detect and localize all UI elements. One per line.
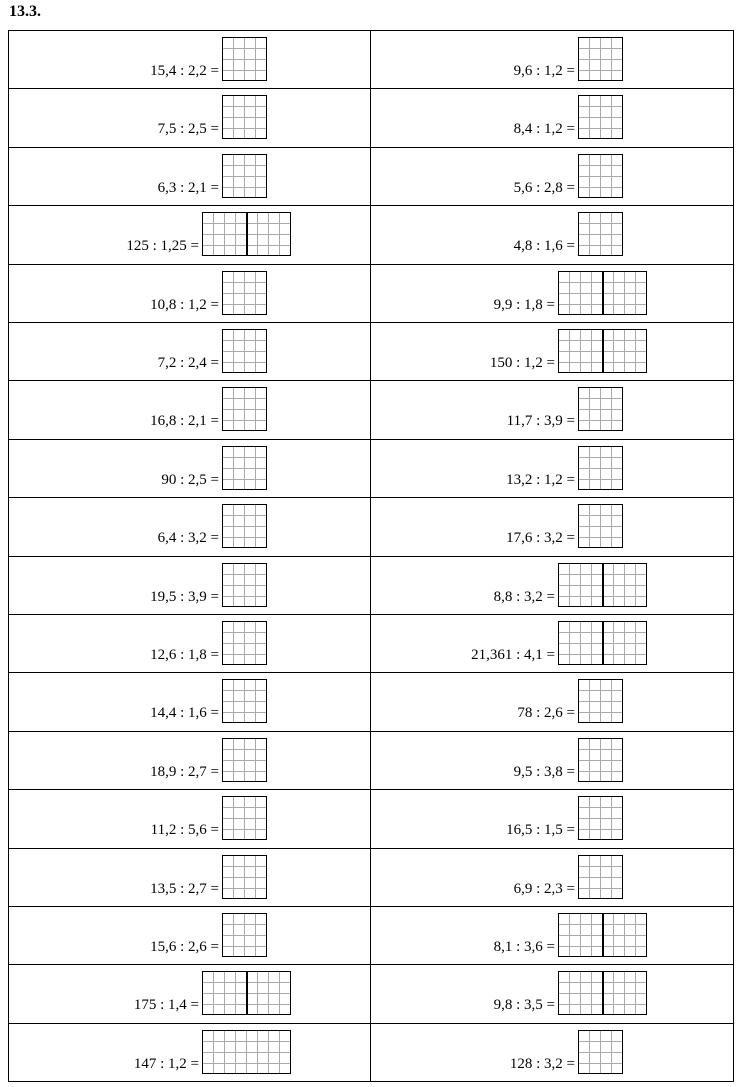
answer-grid[interactable] (222, 913, 267, 957)
equation (514, 855, 623, 899)
exercise-cell-left (9, 148, 371, 205)
equation (506, 446, 623, 490)
equation (151, 796, 267, 840)
division-expression: 11,7 : 3,9 = (506, 413, 575, 430)
answer-grid[interactable] (578, 37, 623, 81)
answer-grid[interactable] (578, 154, 623, 198)
table-row (9, 148, 733, 206)
equation (158, 329, 267, 373)
exercise-cell-right (371, 381, 733, 438)
equation (134, 1030, 291, 1074)
division-expression: 18,9 : 2,7 = (150, 763, 219, 780)
division-expression: 90 : 2,5 = (161, 471, 219, 488)
division-expression: 6,3 : 2,1 = (157, 179, 219, 196)
equation (150, 387, 267, 431)
exercise-cell-left (9, 732, 371, 789)
equation (490, 329, 647, 373)
division-expression: 8,4 : 1,2 = (513, 121, 575, 138)
equation (510, 1030, 623, 1074)
answer-grid[interactable] (558, 563, 647, 607)
answer-grid[interactable] (222, 329, 267, 373)
answer-grid[interactable] (578, 212, 623, 256)
division-expression: 11,2 : 5,6 = (150, 822, 219, 839)
answer-grid[interactable] (222, 796, 267, 840)
table-row (9, 440, 733, 498)
equation (134, 971, 291, 1015)
table-row (9, 907, 733, 965)
answer-grid[interactable] (202, 1030, 291, 1074)
answer-grid[interactable] (578, 446, 623, 490)
answer-grid[interactable] (222, 855, 267, 899)
table-row (9, 849, 733, 907)
exercise-cell-left (9, 381, 371, 438)
exercise-cell-left (9, 557, 371, 614)
exercise-cell-right (371, 440, 733, 497)
table-row (9, 732, 733, 790)
answer-grid[interactable] (222, 563, 267, 607)
table-row (9, 498, 733, 556)
equation (517, 679, 623, 723)
exercise-cell-left (9, 89, 371, 146)
table-row (9, 790, 733, 848)
division-expression: 15,4 : 2,2 = (150, 63, 219, 79)
table-row (9, 206, 733, 264)
equation (150, 37, 267, 81)
equation (158, 95, 267, 139)
exercise-cell-right (371, 323, 733, 380)
exercise-cell-right (371, 615, 733, 672)
equation (150, 563, 267, 607)
answer-grid[interactable] (222, 387, 267, 431)
equation (150, 621, 267, 665)
answer-grid[interactable] (558, 621, 647, 665)
division-expression: 9,8 : 3,5 = (493, 997, 555, 1014)
answer-grid[interactable] (578, 1030, 623, 1074)
exercise-cell-right (371, 148, 733, 205)
exercise-cell-left (9, 849, 371, 906)
answer-grid[interactable] (202, 212, 291, 256)
answer-grid[interactable] (578, 679, 623, 723)
division-expression: 150 : 1,2 = (489, 355, 555, 371)
exercise-cell-left (9, 265, 371, 322)
equation (150, 271, 267, 315)
division-expression: 8,8 : 3,2 = (493, 588, 555, 605)
division-expression: 19,5 : 3,9 = (150, 588, 219, 605)
answer-grid[interactable] (558, 971, 647, 1015)
exercise-table (8, 30, 734, 1082)
table-row (9, 557, 733, 615)
equation (158, 154, 267, 198)
equation (514, 37, 623, 81)
equation (150, 738, 267, 782)
table-row (9, 381, 733, 439)
division-expression: 7,5 : 2,5 = (157, 121, 219, 138)
exercise-cell-left (9, 790, 371, 847)
division-expression: 175 : 1,4 = (133, 997, 199, 1014)
answer-grid[interactable] (202, 971, 291, 1015)
equation (161, 446, 267, 490)
division-expression: 7,2 : 2,4 = (157, 355, 219, 371)
equation (150, 679, 267, 723)
equation (514, 95, 623, 139)
division-expression: 147 : 1,2 = (133, 1055, 199, 1072)
table-row (9, 31, 733, 89)
answer-grid[interactable] (578, 855, 623, 899)
answer-grid[interactable] (578, 387, 623, 431)
answer-grid[interactable] (578, 95, 623, 139)
answer-grid[interactable] (578, 504, 623, 548)
equation (514, 738, 623, 782)
answer-grid[interactable] (578, 738, 623, 782)
answer-grid[interactable] (558, 329, 647, 373)
table-row (9, 265, 733, 323)
table-row (9, 89, 733, 147)
division-expression: 12,6 : 1,8 = (150, 647, 219, 663)
exercise-cell-right (371, 206, 733, 263)
exercise-cell-right (371, 790, 733, 847)
exercise-cell-left (9, 1024, 371, 1082)
division-expression: 13,2 : 1,2 = (506, 471, 575, 488)
equation (126, 212, 291, 256)
division-expression: 5,6 : 2,8 = (513, 179, 575, 196)
equation (506, 504, 623, 548)
equation (158, 504, 267, 548)
answer-grid[interactable] (222, 621, 267, 665)
exercise-cell-right (371, 31, 733, 88)
table-row (9, 323, 733, 381)
exercise-cell-right (371, 265, 733, 322)
exercise-cell-left (9, 673, 371, 730)
exercise-cell-right (371, 673, 733, 730)
equation (150, 913, 267, 957)
exercise-cell-left (9, 31, 371, 88)
exercise-cell-left (9, 323, 371, 380)
division-expression: 125 : 1,25 = (126, 238, 199, 255)
exercise-cell-left (9, 440, 371, 497)
equation (494, 271, 647, 315)
answer-grid[interactable] (558, 271, 647, 315)
table-row (9, 965, 733, 1023)
answer-grid[interactable] (558, 913, 647, 957)
exercise-cell-left (9, 206, 371, 263)
equation (494, 971, 647, 1015)
exercise-cell-right (371, 498, 733, 555)
answer-grid[interactable] (222, 679, 267, 723)
division-expression: 9,6 : 1,2 = (513, 63, 575, 79)
exercise-cell-left (9, 907, 371, 964)
division-expression: 17,6 : 3,2 = (506, 530, 575, 547)
equation (150, 855, 267, 899)
exercise-cell-left (9, 965, 371, 1022)
answer-grid[interactable] (222, 154, 267, 198)
equation (494, 563, 647, 607)
division-expression: 10,8 : 1,2 = (150, 296, 219, 313)
answer-grid[interactable] (222, 446, 267, 490)
table-row (9, 673, 733, 731)
exercise-number: 13.3. (9, 3, 41, 20)
equation (514, 212, 623, 256)
equation (494, 913, 647, 957)
division-expression: 78 : 2,6 = (517, 705, 575, 722)
exercise-cell-right (371, 732, 733, 789)
equation (514, 154, 623, 198)
answer-grid[interactable] (222, 37, 267, 81)
division-expression: 16,8 : 2,1 = (150, 413, 219, 430)
division-expression: 14,4 : 1,6 = (150, 705, 219, 722)
answer-grid[interactable] (578, 796, 623, 840)
equation (506, 796, 623, 840)
exercise-cell-right (371, 89, 733, 146)
exercise-cell-right (371, 965, 733, 1022)
answer-grid[interactable] (222, 95, 267, 139)
division-expression: 8,1 : 3,6 = (493, 939, 555, 955)
exercise-cell-right (371, 849, 733, 906)
equation (471, 621, 647, 665)
division-expression: 13,5 : 2,7 = (150, 880, 219, 897)
division-expression: 6,4 : 3,2 = (157, 530, 219, 547)
table-row (9, 615, 733, 673)
answer-grid[interactable] (222, 271, 267, 315)
answer-grid[interactable] (222, 738, 267, 782)
table-row (9, 1024, 733, 1082)
exercise-cell-left (9, 615, 371, 672)
exercise-cell-right (371, 557, 733, 614)
equation (507, 387, 623, 431)
division-expression: 15,6 : 2,6 = (150, 939, 219, 955)
division-expression: 4,8 : 1,6 = (513, 238, 575, 255)
answer-grid[interactable] (222, 504, 267, 548)
division-expression: 21,361 : 4,1 = (471, 647, 555, 663)
division-expression: 128 : 3,2 = (509, 1055, 575, 1072)
division-expression: 9,5 : 3,8 = (513, 763, 575, 780)
exercise-cell-left (9, 498, 371, 555)
division-expression: 9,9 : 1,8 = (493, 296, 555, 313)
exercise-cell-right (371, 1024, 733, 1082)
division-expression: 16,5 : 1,5 = (506, 822, 575, 839)
exercise-cell-right (371, 907, 733, 964)
division-expression: 6,9 : 2,3 = (513, 880, 575, 897)
